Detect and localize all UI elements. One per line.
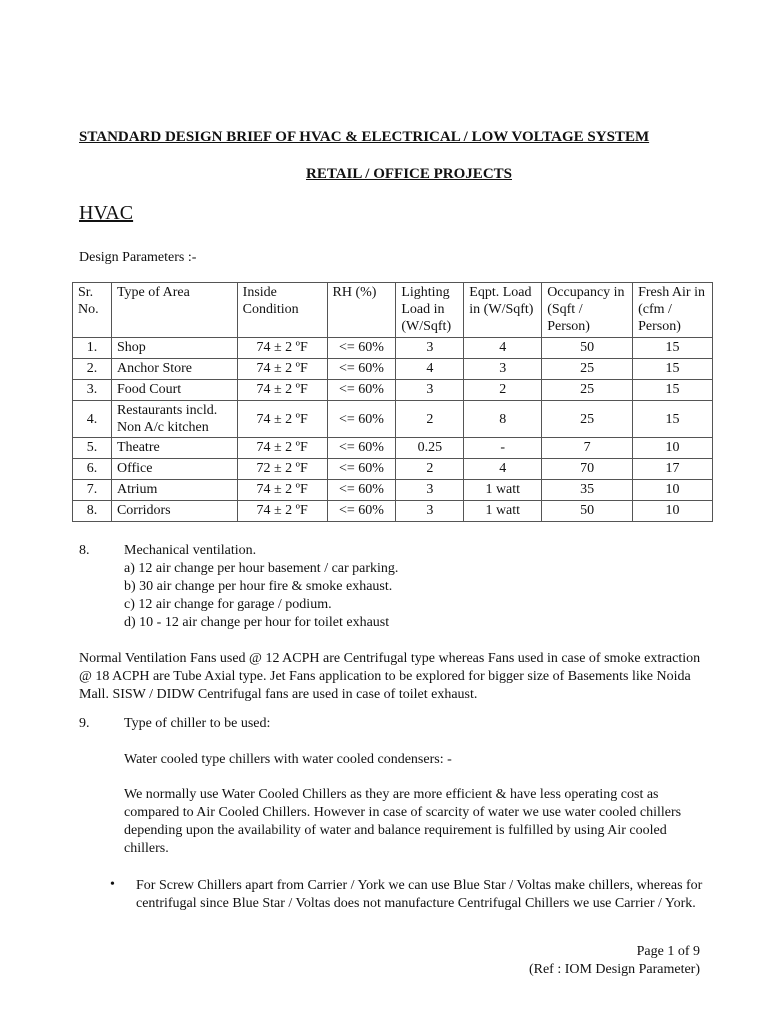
col-header-rh: RH (%) — [327, 283, 396, 338]
cell-eqpt-load: 3 — [464, 359, 542, 380]
col-header-lighting-load: Lighting Load in (W/Sqft) — [396, 283, 464, 338]
cell-inside-condition: 74 ± 2 ºF — [237, 501, 327, 522]
table-row — [73, 501, 713, 522]
table-row — [73, 401, 713, 438]
item-8-number: 8. — [79, 543, 90, 558]
cell-type-of-area: Atrium — [111, 480, 237, 501]
document-title: STANDARD DESIGN BRIEF OF HVAC & ELECTRICAL / LOW VOLTAGE SYSTEM — [79, 129, 650, 145]
cell-type-of-area: Anchor Store — [111, 359, 237, 380]
cell-rh: <= 60% — [327, 480, 396, 501]
table-row — [73, 438, 713, 459]
cell-inside-condition: 72 ± 2 ºF — [237, 459, 327, 480]
item-8-heading: Mechanical ventilation. — [124, 543, 257, 558]
cell-sr-no: 7. — [73, 480, 112, 501]
col-header-eqpt-load: Eqpt. Load in (W/Sqft) — [464, 283, 542, 338]
cell-occupancy: 70 — [542, 459, 633, 480]
list-item: a) 12 air change per hour basement / car parking. — [124, 561, 399, 576]
item-9-number: 9. — [79, 716, 90, 731]
cell-rh: <= 60% — [327, 459, 396, 480]
table-row — [73, 380, 713, 401]
cell-lighting-load: 0.25 — [396, 438, 464, 459]
cell-occupancy: 25 — [542, 380, 633, 401]
cell-type-of-area: Corridors — [111, 501, 237, 522]
cell-inside-condition: 74 ± 2 ºF — [237, 338, 327, 359]
table-row — [73, 359, 713, 380]
list-item: c) 12 air change for garage / podium. — [124, 597, 332, 612]
cell-lighting-load: 3 — [396, 501, 464, 522]
cell-lighting-load: 3 — [396, 338, 464, 359]
cell-lighting-load: 3 — [396, 480, 464, 501]
cell-eqpt-load: 2 — [464, 380, 542, 401]
cell-eqpt-load: 4 — [464, 338, 542, 359]
chiller-paragraph: We normally use Water Cooled Chillers as they are more efficient & have less operating cost as compared to Air Cooled Chillers. However in case of scarcity of water we use water cooled chillers depending upon the availability of water and balance requirement is fulfilled by using Air cooled chillers. — [124, 787, 682, 856]
cell-occupancy: 50 — [542, 338, 633, 359]
table-row — [73, 480, 713, 501]
col-header-occupancy: Occupancy in (Sqft / Person) — [542, 283, 633, 338]
cell-fresh-air: 15 — [633, 338, 713, 359]
cell-type-of-area: Food Court — [111, 380, 237, 401]
col-header-type-of-area: Type of Area — [111, 283, 237, 338]
cell-sr-no: 6. — [73, 459, 112, 480]
cell-rh: <= 60% — [327, 401, 396, 438]
cell-lighting-load: 4 — [396, 359, 464, 380]
cell-rh: <= 60% — [327, 438, 396, 459]
cell-lighting-load: 2 — [396, 459, 464, 480]
cell-type-of-area: Shop — [111, 338, 237, 359]
item-9-heading: Type of chiller to be used: — [124, 716, 271, 731]
cell-fresh-air: 15 — [633, 401, 713, 438]
cell-occupancy: 25 — [542, 401, 633, 438]
col-header-fresh-air: Fresh Air in (cfm / Person) — [633, 283, 713, 338]
cell-sr-no: 2. — [73, 359, 112, 380]
design-parameters-label: Design Parameters :- — [79, 250, 197, 265]
cell-occupancy: 7 — [542, 438, 633, 459]
cell-type-of-area: Theatre — [111, 438, 237, 459]
cell-sr-no: 5. — [73, 438, 112, 459]
cell-fresh-air: 10 — [633, 438, 713, 459]
document-subtitle — [0, 166, 768, 183]
subtitle-text: RETAIL / OFFICE PROJECTS — [305, 166, 512, 182]
cell-sr-no: 8. — [73, 501, 112, 522]
reference-note: (Ref : IOM Design Parameter) — [528, 962, 700, 977]
cell-sr-no: 1. — [73, 338, 112, 359]
cell-lighting-load: 2 — [396, 401, 464, 438]
cell-inside-condition: 74 ± 2 ºF — [237, 480, 327, 501]
cell-rh: <= 60% — [327, 359, 396, 380]
cell-type-of-area: Restaurants incld. Non A/c kitchen — [111, 401, 237, 438]
table-header-row — [73, 283, 713, 338]
cell-sr-no: 4. — [73, 401, 112, 438]
cell-fresh-air: 15 — [633, 380, 713, 401]
cell-fresh-air: 10 — [633, 480, 713, 501]
table-row — [73, 338, 713, 359]
cell-occupancy: 50 — [542, 501, 633, 522]
cell-inside-condition: 74 ± 2 ºF — [237, 438, 327, 459]
design-parameters-table — [72, 282, 713, 522]
cell-type-of-area: Office — [111, 459, 237, 480]
cell-occupancy: 35 — [542, 480, 633, 501]
list-item: b) 30 air change per hour fire & smoke exhaust. — [124, 579, 393, 594]
page-number: Page 1 of 9 — [636, 944, 700, 959]
cell-lighting-load: 3 — [396, 380, 464, 401]
cell-eqpt-load: 1 watt — [464, 501, 542, 522]
cell-eqpt-load: - — [464, 438, 542, 459]
cell-eqpt-load: 8 — [464, 401, 542, 438]
list-item: d) 10 - 12 air change per hour for toilet exhaust — [124, 615, 390, 630]
cell-inside-condition: 74 ± 2 ºF — [237, 380, 327, 401]
cell-occupancy: 25 — [542, 359, 633, 380]
cell-inside-condition: 74 ± 2 ºF — [237, 401, 327, 438]
cell-fresh-air: 10 — [633, 501, 713, 522]
cell-fresh-air: 15 — [633, 359, 713, 380]
bullet-icon: • — [110, 877, 115, 892]
ventilation-paragraph: Normal Ventilation Fans used @ 12 ACPH are Centrifugal type whereas Fans used in case of smoke extraction @ 18 ACPH are Tube Axial type. Jet Fans application to be explored for bigger size of Basements like Noida Mall. SISW / DIDW Centrifugal fans are used in case of toilet exhaust. — [79, 651, 701, 702]
item-9-subheading: Water cooled type chillers with water cooled condensers: - — [124, 752, 452, 767]
cell-sr-no: 3. — [73, 380, 112, 401]
table-row — [73, 459, 713, 480]
section-heading-hvac: HVAC — [79, 202, 134, 224]
cell-inside-condition: 74 ± 2 ºF — [237, 359, 327, 380]
chiller-bullet-text: For Screw Chillers apart from Carrier / York we can use Blue Star / Voltas make chillers, whereas for centrifugal since Blue Star / Voltas does not manufacture Centrifugal Chillers we use Carrier / York. — [136, 878, 703, 911]
cell-eqpt-load: 4 — [464, 459, 542, 480]
cell-rh: <= 60% — [327, 501, 396, 522]
col-header-sr-no: Sr. No. — [73, 283, 112, 338]
cell-eqpt-load: 1 watt — [464, 480, 542, 501]
cell-rh: <= 60% — [327, 338, 396, 359]
cell-fresh-air: 17 — [633, 459, 713, 480]
col-header-inside-condition: Inside Condition — [237, 283, 327, 338]
cell-rh: <= 60% — [327, 380, 396, 401]
